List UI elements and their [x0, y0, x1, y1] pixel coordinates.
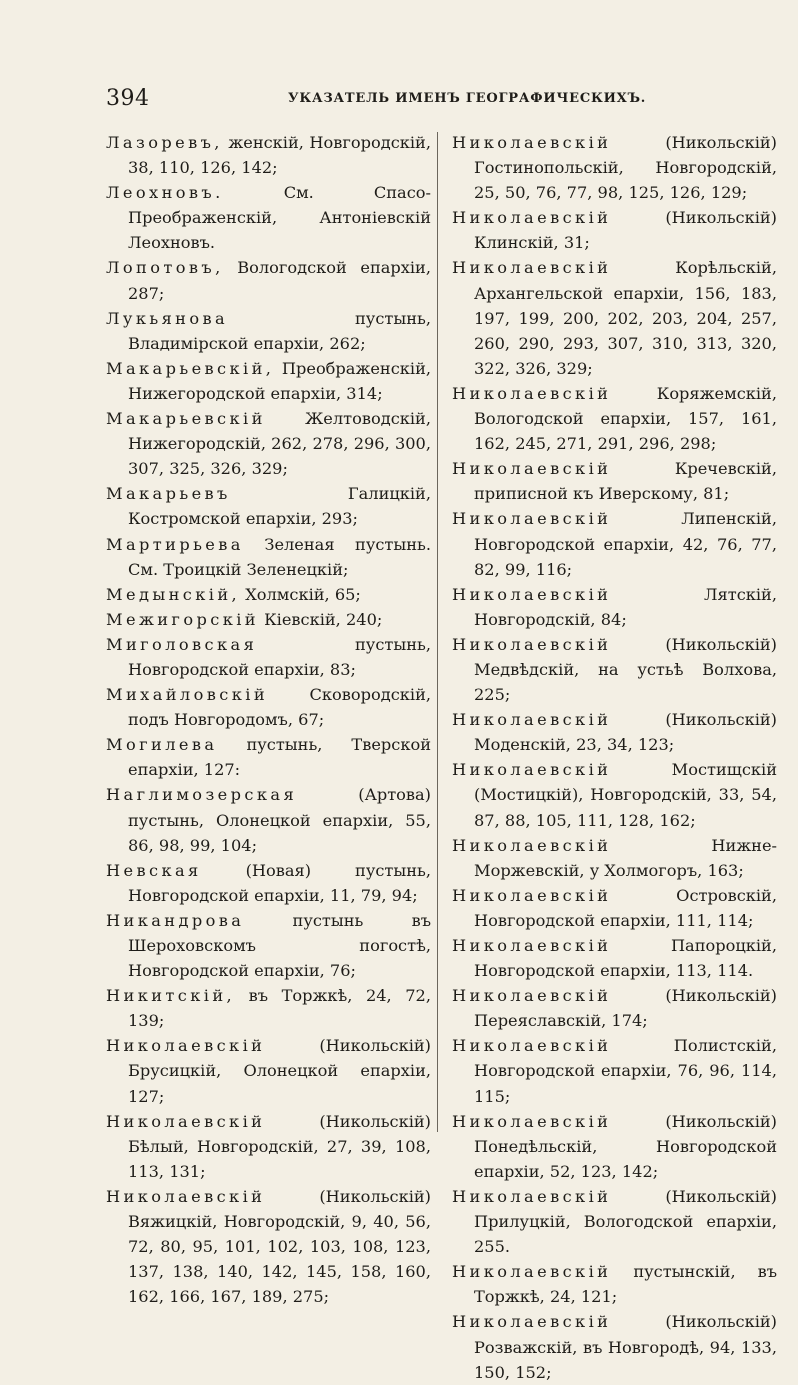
entry-text: (Артова) пустынь, Олонецкой епархіи, 55, 86, 98, 99, 104;	[128, 785, 431, 855]
entry-text: (Никольскій) Прилуцкій, Вологодской епархіи, 255.	[474, 1186, 777, 1257]
entry-headword: Лукьянова	[106, 308, 229, 328]
entry-text: (Никольскій) Вяжицкій, Новгородскій, 9, 40, 56, 72, 80, 95, 101, 102, 103, 108, 123, 137, 138, 140, 142, 145, 158, 160, 162, 166, 167, 189, 275;	[128, 1186, 431, 1307]
entry-text: пустынь въ Шероховскомъ погостѣ, Новгородской епархіи, 76;	[128, 910, 431, 981]
entry-text: Холмскій, 65;	[240, 584, 361, 604]
entry-text: Липенскій, Новгородской епархіи, 42, 76, 77, 82, 99, 116;	[474, 509, 777, 579]
entry-headword: Макарьевъ	[106, 484, 231, 504]
entry-headword: Николаевскій	[106, 1111, 266, 1131]
entry-headword: Никандрова	[106, 910, 245, 930]
entry-headword: Макарьевскій,	[106, 358, 275, 378]
page-number: 394	[106, 86, 150, 111]
entry-text: Галицкій, Костромской епархіи, 293;	[128, 484, 431, 529]
entry-headword: Медынскій,	[106, 584, 241, 604]
entry-headword: Лопотовъ,	[106, 258, 224, 278]
entry-headword: Мартирьева	[106, 534, 244, 554]
entry-headword: Могилева	[106, 735, 218, 755]
index-entry	[452, 1184, 777, 1259]
entry-headword: Николаевскій	[452, 509, 612, 529]
entry-headword: Николаевскій	[452, 885, 612, 905]
entry-headword: Миголовская	[106, 634, 258, 654]
entry-headword: Межигорскій	[106, 609, 259, 629]
index-entry	[106, 782, 431, 857]
index-entry	[452, 205, 777, 255]
entry-headword: Невская	[106, 860, 202, 880]
index-entry	[452, 506, 777, 581]
index-entry	[452, 1309, 777, 1384]
entry-headword: Николаевскій	[452, 584, 612, 604]
index-entry	[106, 180, 431, 255]
entry-text: Кречевскій, приписной къ Иверскому, 81;	[474, 459, 777, 504]
entry-text: (Никольскій) Моденскій, 23, 34, 123;	[474, 710, 777, 755]
index-entry	[106, 908, 431, 983]
index-entry	[106, 481, 431, 531]
running-head: УКАЗАТЕЛЬ ИМЕНЪ ГЕОГРАФИЧЕСКИХЪ.	[288, 91, 647, 106]
entry-headword: Николаевскій	[452, 986, 612, 1006]
entry-text: пустынскій, въ Торжкѣ, 24, 121;	[474, 1262, 777, 1307]
entry-text: Корѣльскій, Архангельской епархіи, 156, 183, 197, 199, 200, 202, 203, 204, 257, 260, 290, 293, 307, 310, 313, 320, 322, 326, 329;	[474, 258, 777, 378]
entry-text: Сковородскій, подъ Новгородомъ, 67;	[128, 685, 431, 730]
index-entry	[452, 255, 777, 380]
entry-text: (Никольскій) Понедѣльскій, Новгородской епархіи, 52, 123, 142;	[474, 1111, 777, 1181]
entry-headword: Николаевскій	[452, 208, 612, 228]
entry-text: въ Торжкѣ, 24, 72, 139;	[128, 986, 431, 1031]
entry-text: женскій, Новгородскій, 38, 110, 126, 142;	[128, 133, 431, 178]
entry-headword: Николаевскій	[452, 710, 612, 730]
index-entry	[106, 632, 431, 682]
index-entry	[452, 833, 777, 883]
index-entry	[106, 130, 431, 180]
index-entry	[106, 607, 431, 632]
entry-headword: Никитскій,	[106, 986, 236, 1006]
entry-headword: Николаевскій	[452, 634, 612, 654]
entry-text: Желтоводскій, Нижегородскій, 262, 278, 296, 300, 307, 325, 326, 329;	[128, 409, 431, 479]
entry-headword: Леохновъ.	[106, 183, 224, 203]
entry-text: (Никольскій) Розважскій, въ Новгородѣ, 94, 133, 150, 152;	[474, 1312, 777, 1382]
entry-text: (Никольскій) Гостинопольскій, Новгородскій, 25, 50, 76, 77, 98, 125, 126, 129;	[474, 133, 777, 203]
index-entry	[452, 757, 777, 832]
entry-headword: Николаевскій	[452, 459, 612, 479]
entry-text: Полистскій, Новгородской епархіи, 76, 96, 114, 115;	[474, 1036, 777, 1106]
right-column	[452, 130, 777, 1385]
entry-headword: Макарьевскій	[106, 409, 266, 429]
entry-headword: Николаевскій	[452, 1111, 612, 1131]
entry-headword: Николаевскій	[452, 258, 612, 278]
entry-text: Кіевскій, 240;	[258, 609, 383, 629]
entry-headword: Николаевскій	[452, 1036, 612, 1056]
index-entry	[106, 356, 431, 406]
entry-headword: Николаевскій	[452, 383, 612, 403]
index-entry	[452, 1259, 777, 1309]
index-entry	[106, 1184, 431, 1309]
entry-headword: Николаевскій	[452, 1312, 612, 1332]
entry-text: Нижне-Моржевскій, у Холмогоръ, 163;	[474, 835, 777, 880]
entry-text: Островскій, Новгородской епархіи, 111, 114;	[474, 885, 777, 930]
index-entry	[452, 983, 777, 1033]
index-entry	[452, 582, 777, 632]
column-divider	[437, 132, 438, 1132]
index-entry	[106, 682, 431, 732]
index-entry	[452, 1109, 777, 1184]
entry-text: Зеленая пустынь. См. Троицкій Зеленецкій;	[128, 534, 431, 579]
entry-text: Преображенскій, Нижегородской епархіи, 314;	[128, 358, 431, 403]
entry-text: Лятскій, Новгородскій, 84;	[474, 584, 777, 629]
entry-headword: Николаевскій	[452, 133, 612, 152]
index-entry	[452, 130, 777, 205]
entry-text: пустынь, Владимірской епархіи, 262;	[128, 308, 431, 353]
entry-headword: Николаевскій	[452, 760, 612, 780]
index-entry	[452, 381, 777, 456]
index-entry	[106, 732, 431, 782]
entry-text: См. Спасо-Преображенскій, Антоніевскій Леохновъ.	[128, 183, 431, 253]
entry-headword: Николаевскій	[452, 936, 612, 955]
entry-text: (Новая) пустынь, Новгородской епархіи, 11, 79, 94;	[128, 860, 431, 905]
index-entry	[106, 406, 431, 481]
index-entry	[452, 707, 777, 757]
entry-headword: Николаевскій	[106, 1186, 266, 1206]
entry-headword: Наглимозерская	[106, 785, 298, 805]
entry-text: (Никольскій) Бѣлый, Новгородскій, 27, 39, 108, 113, 131;	[128, 1111, 431, 1181]
entry-text: пустынь, Тверской епархіи, 127:	[128, 735, 431, 780]
entry-text: Коряжемскій, Вологодской епархіи, 157, 161, 162, 245, 271, 291, 296, 298;	[474, 383, 777, 454]
entry-text: (Никольскій) Клинскій, 31;	[474, 208, 777, 253]
index-entry	[452, 883, 777, 933]
index-entry	[106, 306, 431, 356]
index-entry	[452, 933, 777, 983]
entry-headword: Николаевскій	[452, 1262, 612, 1282]
index-entry	[106, 255, 431, 305]
index-entry	[106, 582, 431, 607]
index-entry	[452, 632, 777, 707]
entry-text: Мостищскій (Мостицкій), Новгородскій, 33, 54, 87, 88, 105, 111, 128, 162;	[474, 760, 777, 830]
entry-headword: Николаевскій	[106, 1036, 266, 1056]
left-column	[106, 130, 431, 1309]
index-entry	[106, 983, 431, 1033]
entry-text: Вологодской епархіи, 287;	[128, 258, 431, 303]
index-entry	[452, 456, 777, 506]
index-entry	[106, 858, 431, 908]
entry-headword: Николаевскій	[452, 1186, 612, 1206]
index-entry	[106, 1109, 431, 1184]
entry-text: пустынь, Новгородской епархіи, 83;	[128, 634, 431, 679]
entry-text: (Никольскій) Переяславскій, 174;	[474, 986, 777, 1031]
entry-headword: Михайловскій	[106, 685, 269, 705]
index-entry	[106, 1033, 431, 1108]
entry-text: (Никольскій) Брусицкій, Олонецкой епархіи, 127;	[128, 1036, 431, 1106]
entry-headword: Николаевскій	[452, 835, 612, 855]
index-entry	[452, 1033, 777, 1108]
entry-text: Папороцкій, Новгородской епархіи, 113, 114.	[474, 936, 777, 981]
index-entry	[106, 532, 431, 582]
entry-text: (Никольскій) Медвѣдскій, на устьѣ Волхова, 225;	[474, 634, 777, 705]
entry-headword: Лазоревъ,	[106, 133, 223, 152]
